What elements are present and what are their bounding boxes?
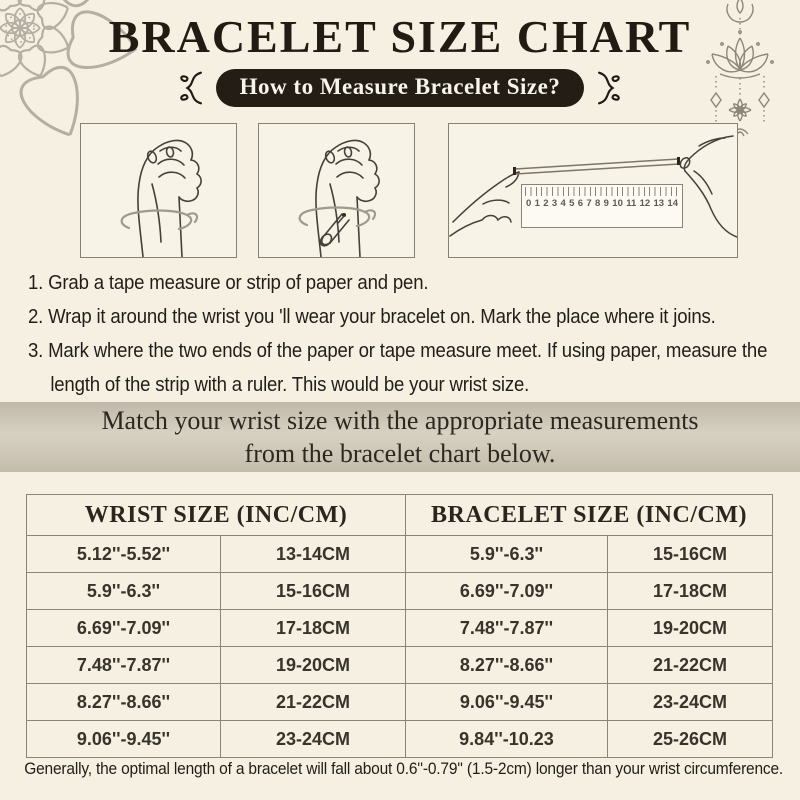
footer-note	[0, 760, 800, 779]
wrist-cm-cell: 15-16CM	[221, 573, 406, 610]
match-banner-line1: Match your wrist size with the appropriate measurements	[101, 406, 699, 435]
wrist-cm-cell: 21-22CM	[221, 684, 406, 721]
wrist-inch-cell: 5.9''-6.3''	[27, 573, 221, 610]
size-table-header-row	[27, 495, 773, 536]
match-size-banner	[0, 402, 800, 472]
ruler-numbers: 0 1 2 3 4 5 6 7 8 9 10 11 12 13 14	[526, 198, 678, 209]
bracelet-cm-cell: 17-18CM	[608, 573, 773, 610]
wrist-inch-cell: 9.06''-9.45''	[27, 721, 221, 758]
wrist-inch-cell: 6.69''-7.09''	[27, 610, 221, 647]
measure-step-2: 2. Wrap it around the wrist you 'll wear your bracelet on. Mark the place where it joins.	[28, 306, 716, 328]
wrist-inch-cell: 5.12''-5.52''	[27, 536, 221, 573]
flourish-right-icon	[594, 70, 624, 106]
table-row	[27, 536, 773, 573]
wrist-size-header: WRIST SIZE (INC/CM)	[27, 495, 406, 536]
ruler-measuring-illustration	[448, 123, 738, 258]
bracelet-inch-cell: 6.69''-7.09''	[406, 573, 608, 610]
bracelet-cm-cell: 25-26CM	[608, 721, 773, 758]
footer-note-text: Generally, the optimal length of a bracelet will fall about 0.6''-0.79'' (1.5-2cm) longer than your wrist circumference.	[24, 760, 784, 778]
bracelet-inch-cell: 8.27''-8.66''	[406, 647, 608, 684]
bracelet-cm-cell: 23-24CM	[608, 684, 773, 721]
bracelet-cm-cell: 15-16CM	[608, 536, 773, 573]
wrist-pen-mark-illustration	[258, 123, 415, 258]
bracelet-inch-cell: 5.9''-6.3''	[406, 536, 608, 573]
wrist-cm-cell: 13-14CM	[221, 536, 406, 573]
wrist-cm-cell: 19-20CM	[221, 647, 406, 684]
table-row	[27, 610, 773, 647]
table-row	[27, 647, 773, 684]
ruler	[521, 184, 683, 228]
wrist-cm-cell: 17-18CM	[221, 610, 406, 647]
flourish-left-icon	[176, 70, 206, 106]
bracelet-inch-cell: 9.84''-10.23	[406, 721, 608, 758]
bracelet-cm-cell: 19-20CM	[608, 610, 773, 647]
size-table	[26, 494, 773, 758]
wrist-inch-cell: 7.48''-7.87''	[27, 647, 221, 684]
table-row	[27, 721, 773, 758]
table-row	[27, 573, 773, 610]
ruler-ticks	[525, 187, 679, 196]
match-banner-line2: from the bracelet chart below.	[244, 439, 556, 468]
wrist-inch-cell: 8.27''-8.66''	[27, 684, 221, 721]
measure-step-1: 1. Grab a tape measure or strip of paper and pen.	[28, 272, 429, 294]
bracelet-inch-cell: 9.06''-9.45''	[406, 684, 608, 721]
page-title: BRACELET SIZE CHART	[108, 11, 692, 62]
how-to-banner: How to Measure Bracelet Size?	[216, 69, 585, 107]
table-row	[27, 684, 773, 721]
measure-steps-list	[28, 266, 781, 402]
bracelet-cm-cell: 21-22CM	[608, 647, 773, 684]
measure-step-3: 3. Mark where the two ends of the paper or tape measure meet. If using paper, measure the length of the strip with a ruler. This would be your wrist size.	[28, 340, 768, 396]
wrist-cm-cell: 23-24CM	[221, 721, 406, 758]
bracelet-size-header: BRACELET SIZE (INC/CM)	[406, 495, 773, 536]
bracelet-inch-cell: 7.48''-7.87''	[406, 610, 608, 647]
how-to-banner-row	[0, 68, 800, 108]
wrist-string-illustration	[80, 123, 237, 258]
